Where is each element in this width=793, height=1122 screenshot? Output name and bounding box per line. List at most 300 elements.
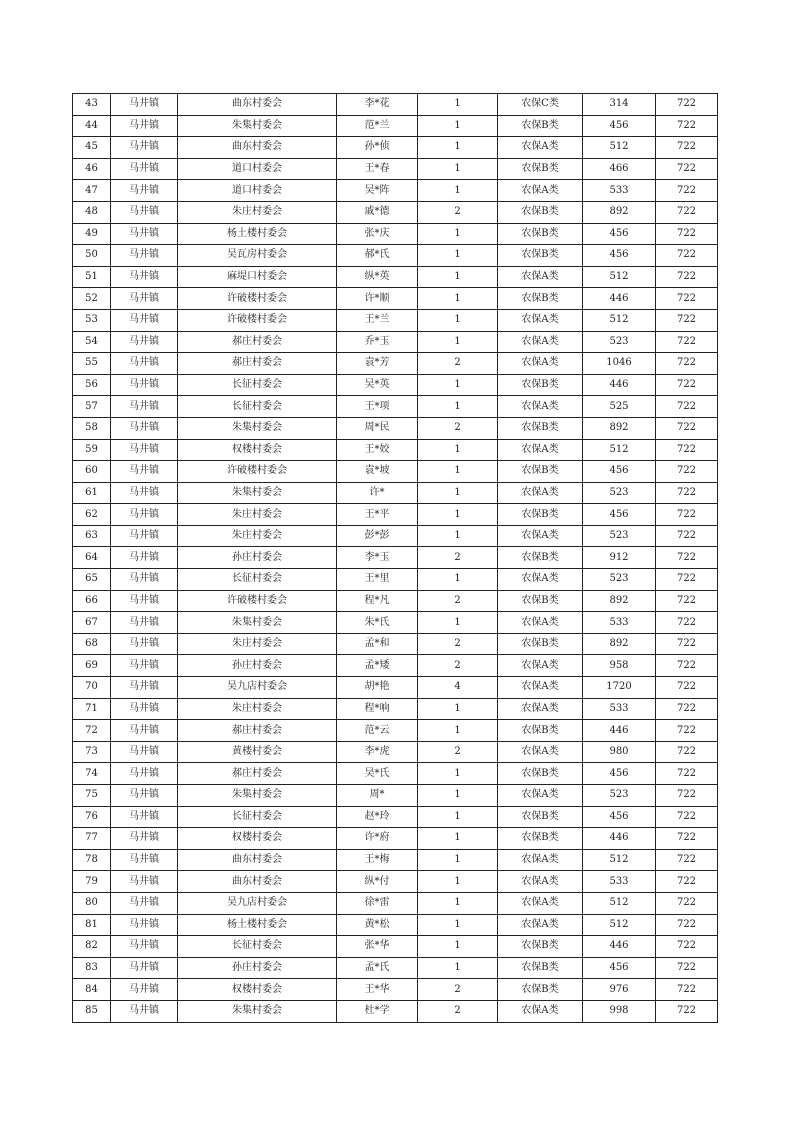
row-number-cell: 77 <box>73 828 111 850</box>
insurance-type-cell: 农保A类 <box>498 525 583 547</box>
table-row <box>73 374 718 396</box>
village-committee-cell: 长征村委会 <box>178 374 337 396</box>
insurance-type-cell: 农保A类 <box>498 396 583 418</box>
amount-cell: 456 <box>583 223 656 245</box>
standard-cell: 722 <box>656 201 718 223</box>
village-committee-cell: 朱庄村委会 <box>178 698 337 720</box>
row-number-cell: 76 <box>73 806 111 828</box>
name-cell: 王*里 <box>337 569 418 591</box>
amount-cell: 456 <box>583 763 656 785</box>
insurance-type-cell: 农保A类 <box>498 266 583 288</box>
table-row <box>73 806 718 828</box>
village-committee-cell: 孙庄村委会 <box>178 957 337 979</box>
household-count-cell: 1 <box>418 482 498 504</box>
table-row <box>73 849 718 871</box>
insurance-type-cell: 农保A类 <box>498 698 583 720</box>
village-committee-cell: 杨土楼村委会 <box>178 223 337 245</box>
row-number-cell: 83 <box>73 957 111 979</box>
amount-cell: 533 <box>583 612 656 634</box>
table-row <box>73 223 718 245</box>
standard-cell: 722 <box>656 461 718 483</box>
standard-cell: 722 <box>656 525 718 547</box>
standard-cell: 722 <box>656 547 718 569</box>
insurance-type-cell: 农保A类 <box>498 439 583 461</box>
amount-cell: 523 <box>583 482 656 504</box>
row-number-cell: 64 <box>73 547 111 569</box>
row-number-cell: 53 <box>73 309 111 331</box>
household-count-cell: 1 <box>418 374 498 396</box>
name-cell: 程*凡 <box>337 590 418 612</box>
table-row <box>73 569 718 591</box>
village-committee-cell: 黄楼村委会 <box>178 741 337 763</box>
amount-cell: 512 <box>583 892 656 914</box>
insurance-type-cell: 农保A类 <box>498 612 583 634</box>
standard-cell: 722 <box>656 914 718 936</box>
insurance-type-cell: 农保B类 <box>498 979 583 1001</box>
row-number-cell: 68 <box>73 633 111 655</box>
amount-cell: 512 <box>583 137 656 159</box>
amount-cell: 446 <box>583 720 656 742</box>
standard-cell: 722 <box>656 936 718 958</box>
town-cell: 马井镇 <box>111 417 178 439</box>
village-committee-cell: 曲东村委会 <box>178 137 337 159</box>
row-number-cell: 82 <box>73 936 111 958</box>
row-number-cell: 85 <box>73 1000 111 1022</box>
village-committee-cell: 吴九店村委会 <box>178 892 337 914</box>
name-cell: 范*云 <box>337 720 418 742</box>
household-count-cell: 1 <box>418 266 498 288</box>
village-committee-cell: 郝庄村委会 <box>178 331 337 353</box>
row-number-cell: 72 <box>73 720 111 742</box>
table-row <box>73 763 718 785</box>
household-count-cell: 1 <box>418 137 498 159</box>
household-count-cell: 1 <box>418 936 498 958</box>
household-count-cell: 2 <box>418 633 498 655</box>
table-row <box>73 331 718 353</box>
standard-cell: 722 <box>656 223 718 245</box>
table-row <box>73 309 718 331</box>
amount-cell: 892 <box>583 590 656 612</box>
name-cell: 杜*学 <box>337 1000 418 1022</box>
row-number-cell: 62 <box>73 504 111 526</box>
amount-cell: 512 <box>583 849 656 871</box>
standard-cell: 722 <box>656 439 718 461</box>
village-committee-cell: 朱集村委会 <box>178 482 337 504</box>
town-cell: 马井镇 <box>111 266 178 288</box>
row-number-cell: 43 <box>73 94 111 116</box>
amount-cell: 976 <box>583 979 656 1001</box>
town-cell: 马井镇 <box>111 936 178 958</box>
insurance-type-cell: 农保B类 <box>498 547 583 569</box>
standard-cell: 722 <box>656 396 718 418</box>
town-cell: 马井镇 <box>111 871 178 893</box>
household-count-cell: 1 <box>418 504 498 526</box>
row-number-cell: 60 <box>73 461 111 483</box>
insurance-type-cell: 农保A类 <box>498 180 583 202</box>
table-row <box>73 525 718 547</box>
village-committee-cell: 权楼村委会 <box>178 979 337 1001</box>
village-committee-cell: 朱庄村委会 <box>178 525 337 547</box>
household-count-cell: 1 <box>418 612 498 634</box>
village-committee-cell: 道口村委会 <box>178 158 337 180</box>
village-committee-cell: 曲东村委会 <box>178 871 337 893</box>
town-cell: 马井镇 <box>111 331 178 353</box>
town-cell: 马井镇 <box>111 849 178 871</box>
name-cell: 戚*德 <box>337 201 418 223</box>
table-row <box>73 504 718 526</box>
town-cell: 马井镇 <box>111 482 178 504</box>
standard-cell: 722 <box>656 569 718 591</box>
village-committee-cell: 朱庄村委会 <box>178 504 337 526</box>
insurance-type-cell: 农保B类 <box>498 374 583 396</box>
row-number-cell: 71 <box>73 698 111 720</box>
row-number-cell: 79 <box>73 871 111 893</box>
row-number-cell: 44 <box>73 115 111 137</box>
town-cell: 马井镇 <box>111 201 178 223</box>
amount-cell: 456 <box>583 461 656 483</box>
standard-cell: 722 <box>656 741 718 763</box>
row-number-cell: 59 <box>73 439 111 461</box>
standard-cell: 722 <box>656 1000 718 1022</box>
standard-cell: 722 <box>656 806 718 828</box>
amount-cell: 523 <box>583 785 656 807</box>
household-count-cell: 1 <box>418 223 498 245</box>
town-cell: 马井镇 <box>111 569 178 591</box>
town-cell: 马井镇 <box>111 353 178 375</box>
standard-cell: 722 <box>656 94 718 116</box>
standard-cell: 722 <box>656 482 718 504</box>
household-count-cell: 2 <box>418 201 498 223</box>
name-cell: 周* <box>337 785 418 807</box>
row-number-cell: 84 <box>73 979 111 1001</box>
insurance-type-cell: 农保B类 <box>498 417 583 439</box>
village-committee-cell: 孙庄村委会 <box>178 547 337 569</box>
row-number-cell: 47 <box>73 180 111 202</box>
amount-cell: 533 <box>583 698 656 720</box>
household-count-cell: 1 <box>418 288 498 310</box>
insurance-type-cell: 农保B类 <box>498 957 583 979</box>
row-number-cell: 73 <box>73 741 111 763</box>
amount-cell: 523 <box>583 331 656 353</box>
amount-cell: 958 <box>583 655 656 677</box>
insurance-type-cell: 农保A类 <box>498 785 583 807</box>
insurance-type-cell: 农保A类 <box>498 569 583 591</box>
row-number-cell: 61 <box>73 482 111 504</box>
name-cell: 孙*侦 <box>337 137 418 159</box>
amount-cell: 523 <box>583 569 656 591</box>
table-row <box>73 94 718 116</box>
household-count-cell: 2 <box>418 547 498 569</box>
household-count-cell: 1 <box>418 525 498 547</box>
amount-cell: 456 <box>583 245 656 267</box>
table-row <box>73 612 718 634</box>
amount-cell: 446 <box>583 374 656 396</box>
beneficiary-table <box>72 93 718 1023</box>
town-cell: 马井镇 <box>111 180 178 202</box>
insurance-type-cell: 农保B类 <box>498 936 583 958</box>
amount-cell: 446 <box>583 288 656 310</box>
table-row <box>73 439 718 461</box>
amount-cell: 314 <box>583 94 656 116</box>
household-count-cell: 1 <box>418 828 498 850</box>
table-row <box>73 461 718 483</box>
town-cell: 马井镇 <box>111 677 178 699</box>
village-committee-cell: 长征村委会 <box>178 396 337 418</box>
table-row <box>73 655 718 677</box>
village-committee-cell: 许破楼村委会 <box>178 590 337 612</box>
household-count-cell: 1 <box>418 115 498 137</box>
row-number-cell: 81 <box>73 914 111 936</box>
standard-cell: 722 <box>656 720 718 742</box>
row-number-cell: 78 <box>73 849 111 871</box>
name-cell: 孟*和 <box>337 633 418 655</box>
amount-cell: 456 <box>583 806 656 828</box>
household-count-cell: 1 <box>418 871 498 893</box>
household-count-cell: 1 <box>418 957 498 979</box>
village-committee-cell: 朱集村委会 <box>178 417 337 439</box>
town-cell: 马井镇 <box>111 1000 178 1022</box>
table-row <box>73 245 718 267</box>
household-count-cell: 1 <box>418 763 498 785</box>
town-cell: 马井镇 <box>111 785 178 807</box>
table-row <box>73 115 718 137</box>
row-number-cell: 80 <box>73 892 111 914</box>
name-cell: 纵*付 <box>337 871 418 893</box>
town-cell: 马井镇 <box>111 223 178 245</box>
insurance-type-cell: 农保B类 <box>498 223 583 245</box>
town-cell: 马井镇 <box>111 655 178 677</box>
row-number-cell: 54 <box>73 331 111 353</box>
village-committee-cell: 朱庄村委会 <box>178 633 337 655</box>
insurance-type-cell: 农保A类 <box>498 741 583 763</box>
household-count-cell: 1 <box>418 914 498 936</box>
table-row <box>73 741 718 763</box>
town-cell: 马井镇 <box>111 633 178 655</box>
insurance-type-cell: 农保B类 <box>498 158 583 180</box>
household-count-cell: 2 <box>418 590 498 612</box>
household-count-cell: 1 <box>418 892 498 914</box>
town-cell: 马井镇 <box>111 892 178 914</box>
village-committee-cell: 权楼村委会 <box>178 439 337 461</box>
standard-cell: 722 <box>656 309 718 331</box>
household-count-cell: 2 <box>418 417 498 439</box>
name-cell: 王*姣 <box>337 439 418 461</box>
standard-cell: 722 <box>656 158 718 180</box>
town-cell: 马井镇 <box>111 828 178 850</box>
table-body <box>73 94 718 1023</box>
amount-cell: 912 <box>583 547 656 569</box>
standard-cell: 722 <box>656 655 718 677</box>
table-row <box>73 180 718 202</box>
town-cell: 马井镇 <box>111 245 178 267</box>
table-row <box>73 677 718 699</box>
town-cell: 马井镇 <box>111 504 178 526</box>
household-count-cell: 1 <box>418 569 498 591</box>
amount-cell: 980 <box>583 741 656 763</box>
name-cell: 赵*玲 <box>337 806 418 828</box>
household-count-cell: 1 <box>418 698 498 720</box>
table-row <box>73 785 718 807</box>
household-count-cell: 1 <box>418 720 498 742</box>
village-committee-cell: 吴九店村委会 <box>178 677 337 699</box>
table-row <box>73 201 718 223</box>
amount-cell: 533 <box>583 871 656 893</box>
standard-cell: 722 <box>656 266 718 288</box>
table-row <box>73 957 718 979</box>
standard-cell: 722 <box>656 374 718 396</box>
household-count-cell: 1 <box>418 461 498 483</box>
standard-cell: 722 <box>656 828 718 850</box>
village-committee-cell: 朱庄村委会 <box>178 201 337 223</box>
town-cell: 马井镇 <box>111 439 178 461</box>
amount-cell: 998 <box>583 1000 656 1022</box>
village-committee-cell: 许破楼村委会 <box>178 309 337 331</box>
insurance-type-cell: 农保B类 <box>498 828 583 850</box>
insurance-type-cell: 农保A类 <box>498 331 583 353</box>
standard-cell: 722 <box>656 504 718 526</box>
town-cell: 马井镇 <box>111 590 178 612</box>
standard-cell: 722 <box>656 353 718 375</box>
amount-cell: 1720 <box>583 677 656 699</box>
row-number-cell: 70 <box>73 677 111 699</box>
name-cell: 许* <box>337 482 418 504</box>
row-number-cell: 67 <box>73 612 111 634</box>
amount-cell: 446 <box>583 936 656 958</box>
table-row <box>73 482 718 504</box>
insurance-type-cell: 农保A类 <box>498 137 583 159</box>
name-cell: 孟*矮 <box>337 655 418 677</box>
row-number-cell: 45 <box>73 137 111 159</box>
name-cell: 张*庆 <box>337 223 418 245</box>
standard-cell: 722 <box>656 698 718 720</box>
insurance-type-cell: 农保B类 <box>498 763 583 785</box>
village-committee-cell: 郝庄村委会 <box>178 763 337 785</box>
row-number-cell: 49 <box>73 223 111 245</box>
table-row <box>73 1000 718 1022</box>
amount-cell: 892 <box>583 633 656 655</box>
amount-cell: 512 <box>583 266 656 288</box>
table-row <box>73 547 718 569</box>
insurance-type-cell: 农保A类 <box>498 892 583 914</box>
table-row <box>73 396 718 418</box>
household-count-cell: 1 <box>418 806 498 828</box>
table-row <box>73 698 718 720</box>
household-count-cell: 4 <box>418 677 498 699</box>
village-committee-cell: 杨土楼村委会 <box>178 914 337 936</box>
standard-cell: 722 <box>656 115 718 137</box>
household-count-cell: 1 <box>418 158 498 180</box>
table-row <box>73 137 718 159</box>
insurance-type-cell: 农保B类 <box>498 720 583 742</box>
amount-cell: 525 <box>583 396 656 418</box>
name-cell: 孟*氏 <box>337 957 418 979</box>
insurance-type-cell: 农保A类 <box>498 655 583 677</box>
amount-cell: 892 <box>583 201 656 223</box>
insurance-type-cell: 农保A类 <box>498 482 583 504</box>
name-cell: 乔*玉 <box>337 331 418 353</box>
village-committee-cell: 曲东村委会 <box>178 849 337 871</box>
town-cell: 马井镇 <box>111 396 178 418</box>
amount-cell: 446 <box>583 828 656 850</box>
table-row <box>73 936 718 958</box>
row-number-cell: 56 <box>73 374 111 396</box>
insurance-type-cell: 农保A类 <box>498 309 583 331</box>
household-count-cell: 1 <box>418 94 498 116</box>
insurance-type-cell: 农保B类 <box>498 461 583 483</box>
household-count-cell: 2 <box>418 1000 498 1022</box>
table-row <box>73 720 718 742</box>
name-cell: 王*华 <box>337 979 418 1001</box>
name-cell: 王*平 <box>337 504 418 526</box>
village-committee-cell: 曲东村委会 <box>178 94 337 116</box>
town-cell: 马井镇 <box>111 612 178 634</box>
name-cell: 王*梅 <box>337 849 418 871</box>
standard-cell: 722 <box>656 785 718 807</box>
insurance-type-cell: 农保A类 <box>498 871 583 893</box>
table-row <box>73 828 718 850</box>
row-number-cell: 75 <box>73 785 111 807</box>
row-number-cell: 58 <box>73 417 111 439</box>
standard-cell: 722 <box>656 245 718 267</box>
amount-cell: 533 <box>583 180 656 202</box>
village-committee-cell: 朱集村委会 <box>178 1000 337 1022</box>
amount-cell: 512 <box>583 309 656 331</box>
household-count-cell: 1 <box>418 331 498 353</box>
row-number-cell: 57 <box>73 396 111 418</box>
town-cell: 马井镇 <box>111 806 178 828</box>
row-number-cell: 50 <box>73 245 111 267</box>
name-cell: 朱*氏 <box>337 612 418 634</box>
amount-cell: 512 <box>583 439 656 461</box>
household-count-cell: 2 <box>418 741 498 763</box>
row-number-cell: 52 <box>73 288 111 310</box>
name-cell: 郝*氏 <box>337 245 418 267</box>
town-cell: 马井镇 <box>111 374 178 396</box>
household-count-cell: 2 <box>418 655 498 677</box>
table-row <box>73 288 718 310</box>
amount-cell: 892 <box>583 417 656 439</box>
name-cell: 王*项 <box>337 396 418 418</box>
village-committee-cell: 朱集村委会 <box>178 785 337 807</box>
name-cell: 王*春 <box>337 158 418 180</box>
town-cell: 马井镇 <box>111 547 178 569</box>
table-row <box>73 158 718 180</box>
village-committee-cell: 长征村委会 <box>178 936 337 958</box>
table-row <box>73 914 718 936</box>
table-row <box>73 590 718 612</box>
town-cell: 马井镇 <box>111 461 178 483</box>
amount-cell: 466 <box>583 158 656 180</box>
insurance-type-cell: 农保A类 <box>498 1000 583 1022</box>
name-cell: 袁*芳 <box>337 353 418 375</box>
name-cell: 纵*英 <box>337 266 418 288</box>
name-cell: 张*华 <box>337 936 418 958</box>
household-count-cell: 2 <box>418 979 498 1001</box>
town-cell: 马井镇 <box>111 115 178 137</box>
row-number-cell: 74 <box>73 763 111 785</box>
insurance-type-cell: 农保B类 <box>498 245 583 267</box>
name-cell: 彭*彭 <box>337 525 418 547</box>
name-cell: 程*响 <box>337 698 418 720</box>
household-count-cell: 1 <box>418 439 498 461</box>
standard-cell: 722 <box>656 677 718 699</box>
name-cell: 范*兰 <box>337 115 418 137</box>
household-count-cell: 2 <box>418 353 498 375</box>
name-cell: 黄*松 <box>337 914 418 936</box>
household-count-cell: 1 <box>418 180 498 202</box>
insurance-type-cell: 农保B类 <box>498 504 583 526</box>
amount-cell: 456 <box>583 115 656 137</box>
